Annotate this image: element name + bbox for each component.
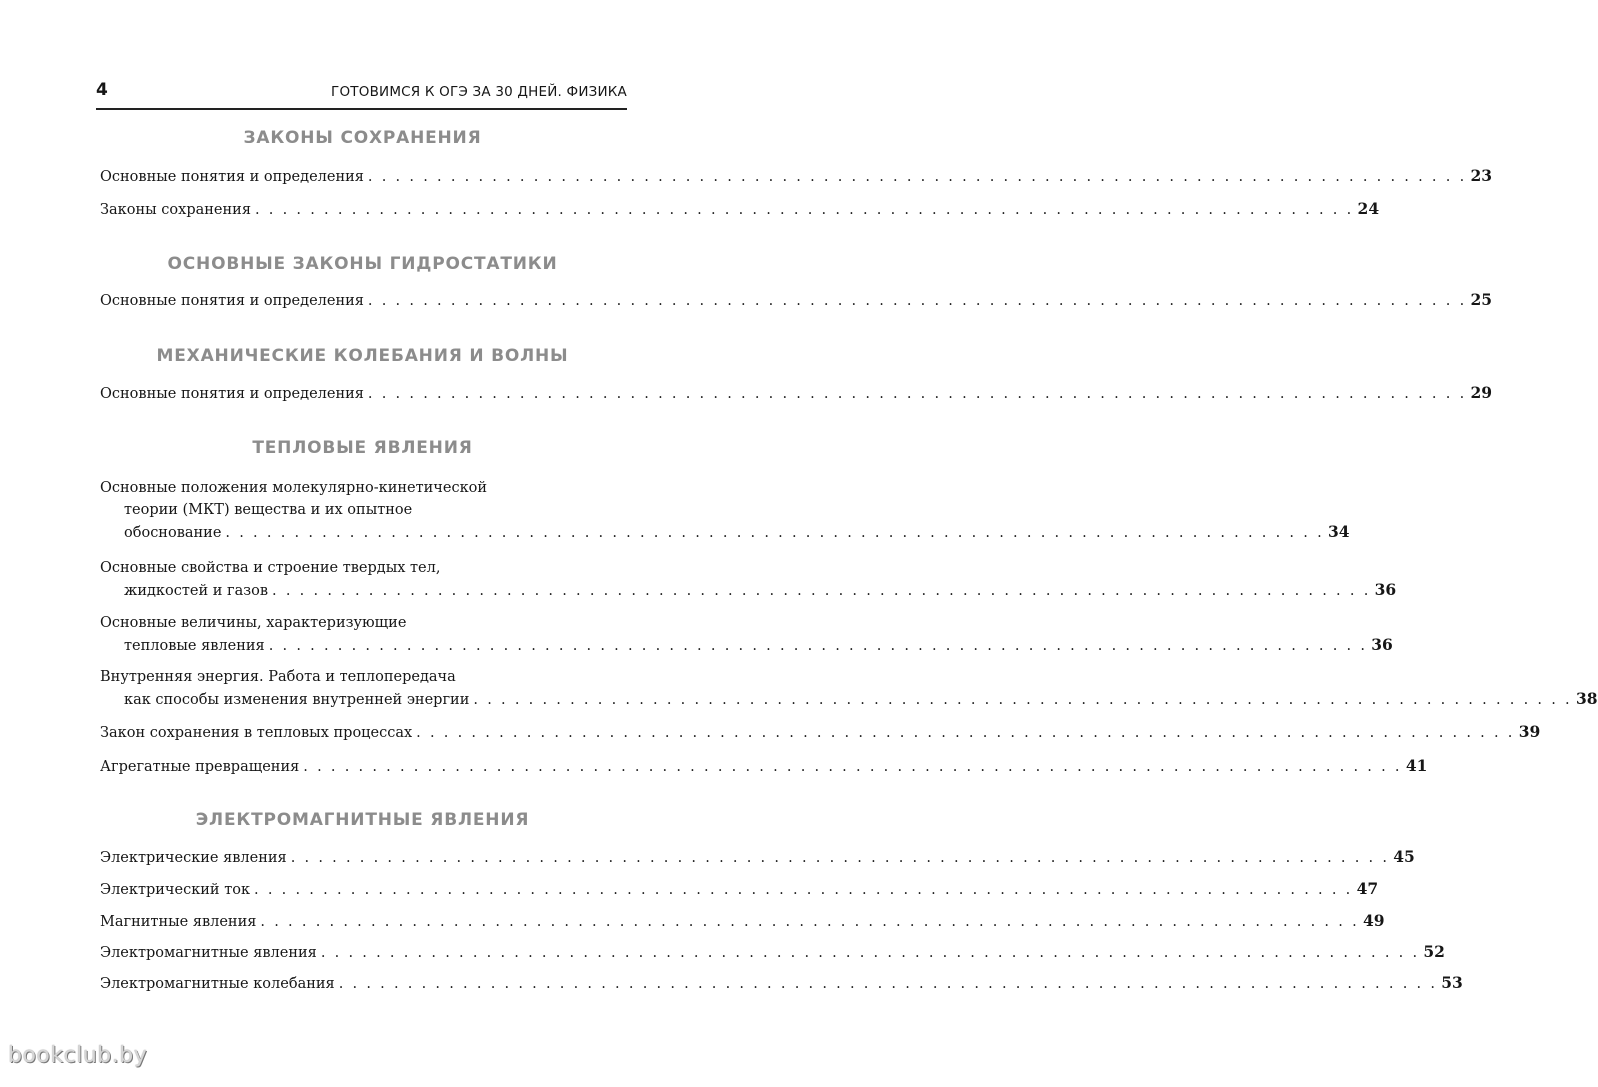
- toc-entry-title: Основные понятия и определения: [100, 386, 364, 402]
- toc-entry-title: Основные понятия и определения: [100, 293, 364, 309]
- toc-entry[interactable]: [100, 846, 1415, 869]
- toc-entry-title: Закон сохранения в тепловых процессах: [100, 725, 413, 741]
- dot-leader: . . . . . . . . . . . . . . . . . . . . . . . . . . . . . . . . . . . . . . . . . . . . . . . . . . . . . . . . . . . . . . . . . . . . . . . . . . . . . . . .: [416, 725, 1515, 741]
- toc-page-number: 47: [1356, 879, 1379, 898]
- dot-leader: . . . . . . . . . . . . . . . . . . . . . . . . . . . . . . . . . . . . . . . . . . . . . . . . . . . . . . . . . . . . . . . . . . . . . . . . . . . . . . . .: [367, 386, 1467, 402]
- toc-page-number: 29: [1470, 383, 1493, 402]
- toc-entry-title: Законы сохранения: [100, 202, 251, 218]
- toc-page-number: 53: [1441, 973, 1463, 992]
- dot-leader: . . . . . . . . . . . . . . . . . . . . . . . . . . . . . . . . . . . . . . . . . . . . . . . . . . . . . . . . . . . . . . . . . . . . . . . . . . . . . . . .: [260, 914, 1359, 930]
- section-title-electromagnetic: ЭЛЕКТРОМАГНИТНЫЕ ЯВЛЕНИЯ: [195, 810, 530, 830]
- toc-entry-title: Электрические явления: [100, 850, 287, 866]
- toc-entry[interactable]: [100, 382, 1493, 405]
- dot-leader: . . . . . . . . . . . . . . . . . . . . . . . . . . . . . . . . . . . . . . . . . . . . . . . . . . . . . . . . . . . . . . . . . . . . . . . . . . . . . . . .: [303, 759, 1402, 775]
- toc-entry-title: Агрегатные превращения: [100, 759, 300, 775]
- section-title-conservation-laws: ЗАКОНЫ СОХРАНЕНИЯ: [243, 128, 482, 148]
- dot-leader: . . . . . . . . . . . . . . . . . . . . . . . . . . . . . . . . . . . . . . . . . . . . . . . . . . . . . . . . . . . . . . . . . . . . . . . . . . . . . . . .: [320, 945, 1420, 961]
- toc-entry-title: Основные свойства и строение твердых тел,: [100, 560, 441, 576]
- dot-leader: . . . . . . . . . . . . . . . . . . . . . . . . . . . . . . . . . . . . . . . . . . . . . . . . . . . . . . . . . . . . . . . . . . . . . . . . . . . . . . . .: [268, 638, 1368, 654]
- toc-page-number: 23: [1470, 166, 1493, 185]
- toc-entry[interactable]: [100, 878, 1379, 901]
- toc-entry[interactable]: [100, 910, 1385, 933]
- toc-page-number: 38: [1575, 689, 1598, 708]
- dot-leader: . . . . . . . . . . . . . . . . . . . . . . . . . . . . . . . . . . . . . . . . . . . . . . . . . . . . . . . . . . . . . . . . . . . . . . . . . . . . . . . .: [338, 976, 1438, 992]
- toc-page-number: 24: [1357, 199, 1380, 218]
- toc-entry[interactable]: [100, 289, 1493, 312]
- toc-page-number: 52: [1423, 942, 1445, 961]
- dot-leader: . . . . . . . . . . . . . . . . . . . . . . . . . . . . . . . . . . . . . . . . . . . . . . . . . . . . . . . . . . . . . . . . . . . . . . . . . . . . . . . .: [272, 583, 1371, 599]
- toc-entry-title: Электрический ток: [100, 882, 251, 898]
- page-number: 4: [96, 80, 108, 100]
- toc-entry-title: теории (МКТ) вещества и их опытное: [124, 502, 413, 518]
- section-title-thermal-phenomena: ТЕПЛОВЫЕ ЯВЛЕНИЯ: [252, 438, 473, 458]
- toc-entry[interactable]: [100, 198, 1380, 221]
- dot-leader: . . . . . . . . . . . . . . . . . . . . . . . . . . . . . . . . . . . . . . . . . . . . . . . . . . . . . . . . . . . . . . . . . . . . . . . . . . . . . . . .: [367, 169, 1467, 185]
- toc-entry-title: как способы изменения внутренней энергии: [124, 692, 470, 708]
- toc-entry-title: обоснование: [124, 525, 222, 541]
- toc-page-number: 45: [1393, 847, 1415, 866]
- toc-entry-title: Магнитные явления: [100, 914, 257, 930]
- dot-leader: . . . . . . . . . . . . . . . . . . . . . . . . . . . . . . . . . . . . . . . . . . . . . . . . . . . . . . . . . . . . . . . . . . . . . . . . . . . . . . . .: [225, 525, 1324, 541]
- toc-page-number: 36: [1374, 580, 1397, 599]
- toc-entry-title: Электромагнитные явления: [100, 945, 317, 961]
- header-rule: [96, 108, 627, 110]
- toc-entry[interactable]: [100, 755, 1428, 778]
- running-header: ГОТОВИМСЯ К ОГЭ ЗА 30 ДНЕЙ. ФИЗИКА: [331, 84, 627, 100]
- toc-entry[interactable]: [100, 721, 1541, 744]
- toc-page-number: 25: [1470, 290, 1493, 309]
- dot-leader: . . . . . . . . . . . . . . . . . . . . . . . . . . . . . . . . . . . . . . . . . . . . . . . . . . . . . . . . . . . . . . . . . . . . . . . . . . . . . . . .: [290, 850, 1390, 866]
- toc-entry[interactable]: [100, 557, 1397, 602]
- toc-entry-title: Внутренняя энергия. Работа и теплопередача: [100, 669, 456, 685]
- toc-entry-title: Основные величины, характеризующие: [100, 615, 407, 631]
- toc-page-number: 39: [1518, 722, 1541, 741]
- toc-page-number: 34: [1327, 522, 1350, 541]
- toc-page-number: 41: [1405, 756, 1428, 775]
- toc-entry[interactable]: [100, 477, 1350, 544]
- toc-entry-title: тепловые явления: [124, 638, 265, 654]
- toc-page-number: 36: [1371, 635, 1393, 654]
- dot-leader: . . . . . . . . . . . . . . . . . . . . . . . . . . . . . . . . . . . . . . . . . . . . . . . . . . . . . . . . . . . . . . . . . . . . . . . . . . . . . . . .: [254, 202, 1354, 218]
- dot-leader: . . . . . . . . . . . . . . . . . . . . . . . . . . . . . . . . . . . . . . . . . . . . . . . . . . . . . . . . . . . . . . . . . . . . . . . . . . . . . . . .: [367, 293, 1467, 309]
- toc-entry-title: Основные понятия и определения: [100, 169, 364, 185]
- section-title-hydrostatics: ОСНОВНЫЕ ЗАКОНЫ ГИДРОСТАТИКИ: [167, 254, 558, 274]
- dot-leader: . . . . . . . . . . . . . . . . . . . . . . . . . . . . . . . . . . . . . . . . . . . . . . . . . . . . . . . . . . . . . . . . . . . . . . . . . . . . . . . .: [254, 882, 1353, 898]
- toc-entry-title: Электромагнитные колебания: [100, 976, 335, 992]
- toc-entry-title: жидкостей и газов: [124, 583, 269, 599]
- toc-entry[interactable]: [100, 612, 1393, 657]
- toc-entry[interactable]: [100, 666, 1598, 711]
- section-title-oscillations-waves: МЕХАНИЧЕСКИЕ КОЛЕБАНИЯ И ВОЛНЫ: [156, 346, 569, 366]
- toc-entry-title: Основные положения молекулярно-кинетической: [100, 480, 488, 496]
- toc-entry[interactable]: [100, 165, 1493, 188]
- dot-leader: . . . . . . . . . . . . . . . . . . . . . . . . . . . . . . . . . . . . . . . . . . . . . . . . . . . . . . . . . . . . . . . . . . . . . . . . . . . . . . . .: [473, 692, 1572, 708]
- toc-page-number: 49: [1362, 911, 1385, 930]
- toc-entry[interactable]: [100, 972, 1463, 995]
- watermark: bookclub.by: [8, 1043, 148, 1068]
- toc-entry[interactable]: [100, 941, 1445, 964]
